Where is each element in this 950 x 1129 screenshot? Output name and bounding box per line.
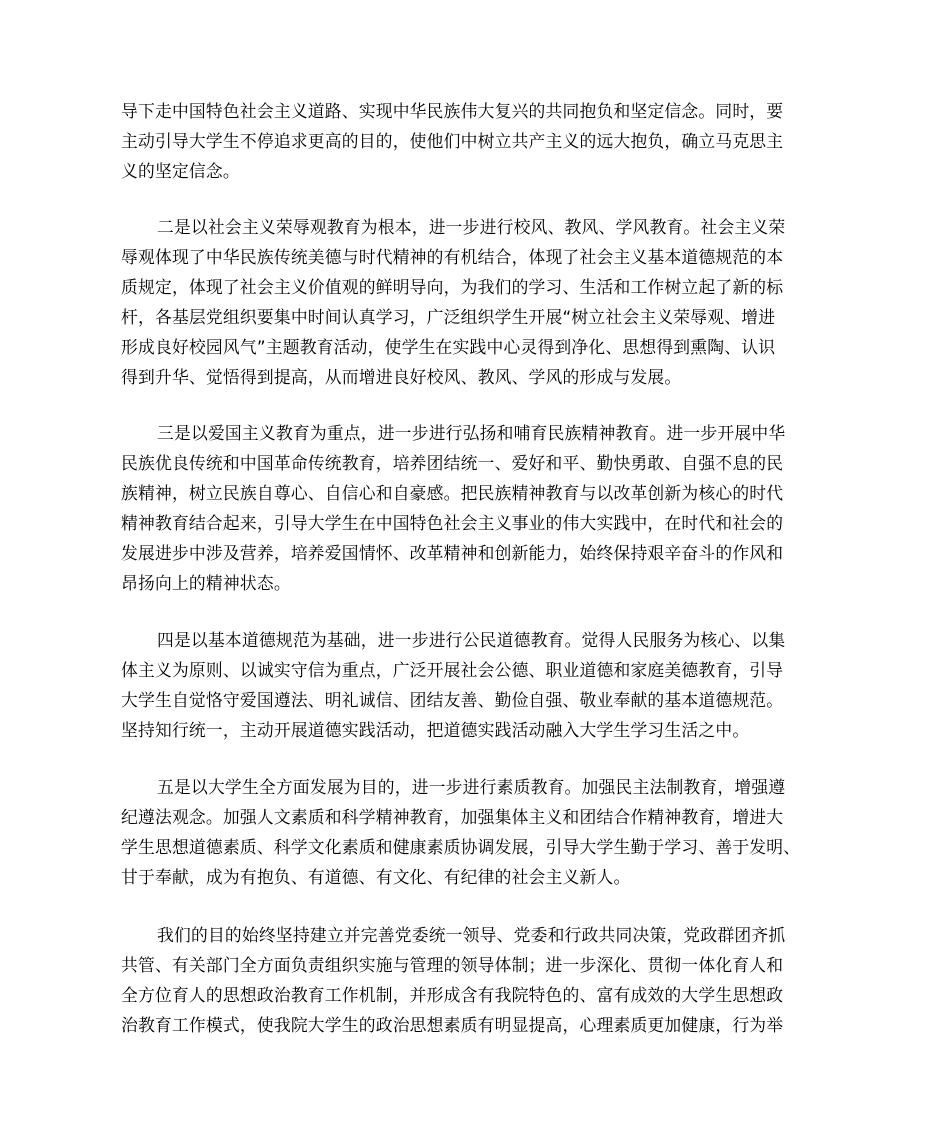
paragraph-6: [121, 920, 833, 1040]
text-line: 导下走中国特色社会主义道路、实现中华民族伟大复兴的共同抱负和坚定信念。同时，要: [121, 101, 784, 121]
paragraph-2: [121, 212, 833, 392]
text-line: 义的坚定信念。: [121, 161, 240, 181]
text-line: 昂扬向上的精神状态。: [121, 573, 291, 593]
text-line: 辱观体现了中华民族传统美德与时代精神的有机结合，体现了社会主义基本道德规范的本: [121, 247, 784, 267]
text-line: 主动引导大学生不停追求更高的目的，使他们中树立共产主义的远大抱负，确立马克思主: [121, 131, 784, 151]
text-line: 治教育工作模式，使我院大学生的政治思想素质有明显提高，心理素质更加健康，行为举: [121, 1015, 784, 1035]
text-line: 纪遵法观念。加强人文素质和科学精神教育，加强集体主义和团结合作精神教育，增进大: [121, 807, 784, 827]
text-line: 学生思想道德素质、科学文化素质和健康素质协调发展，引导大学生勤于学习、善于发明、: [121, 837, 801, 857]
paragraph-4: [121, 625, 833, 745]
text-line: 族精神，树立民族自尊心、自信心和自豪感。把民族精神教育与以改革创新为核心的时代: [121, 483, 784, 503]
text-line: 发展进步中涉及营养，培养爱国情怀、改革精神和创新能力，始终保持艰辛奋斗的作风和: [121, 543, 784, 563]
paragraph-3: [121, 418, 833, 598]
paragraph-1: [121, 96, 833, 186]
text-line: 全方位育人的思想政治教育工作机制，并形成含有我院特色的、富有成效的大学生思想政: [121, 985, 784, 1005]
text-line: 形成良好校园风气”主题教育活动，使学生在实践中心灵得到净化、思想得到熏陶、认识: [121, 337, 776, 357]
text-line: 三是以爱国主义教育为重点，进一步进行弘扬和哺育民族精神教育。进一步开展中华: [157, 423, 786, 443]
text-line: 甘于奉献，成为有抱负、有道德、有文化、有纪律的社会主义新人。: [121, 867, 631, 887]
text-line: 二是以社会主义荣辱观教育为根本，进一步进行校风、教风、学风教育。社会主义荣: [157, 217, 786, 237]
text-line: 四是以基本道德规范为基础，进一步进行公民道德教育。觉得人民服务为核心、以集: [157, 630, 786, 650]
text-line: 质规定，体现了社会主义价值观的鲜明导向，为我们的学习、生活和工作树立起了新的标: [121, 277, 784, 297]
text-line: 得到升华、觉悟得到提高，从而增进良好校风、教风、学风的形成与发展。: [121, 367, 682, 387]
text-line: 民族优良传统和中国革命传统教育，培养团结统一、爱好和平、勤快勇敢、自强不息的民: [121, 453, 784, 473]
text-line: 坚持知行统一，主动开展道德实践活动，把道德实践活动融入大学生学习生活之中。: [121, 720, 750, 740]
paragraph-5: [121, 772, 833, 892]
text-line: 共管、有关部门全方面负责组织实施与管理的领导体制；进一步深化、贯彻一体化育人和: [121, 955, 784, 975]
text-line: 大学生自觉恪守爱国遵法、明礼诚信、团结友善、勤俭自强、敬业奉献的基本道德规范。: [121, 690, 784, 710]
text-line: 我们的目的始终坚持建立并完善党委统一领导、党委和行政共同决策，党政群团齐抓: [157, 925, 786, 945]
text-line: 体主义为原则、以诚实守信为重点，广泛开展社会公德、职业道德和家庭美德教育，引导: [121, 660, 784, 680]
text-line: 五是以大学生全方面发展为目的，进一步进行素质教育。加强民主法制教育，增强遵: [157, 777, 786, 797]
text-line: 精神教育结合起来，引导大学生在中国特色社会主义事业的伟大实践中，在时代和社会的: [121, 513, 784, 533]
text-line: 杆，各基层党组织要集中时间认真学习，广泛组织学生开展“树立社会主义荣辱观、增进: [121, 307, 776, 327]
